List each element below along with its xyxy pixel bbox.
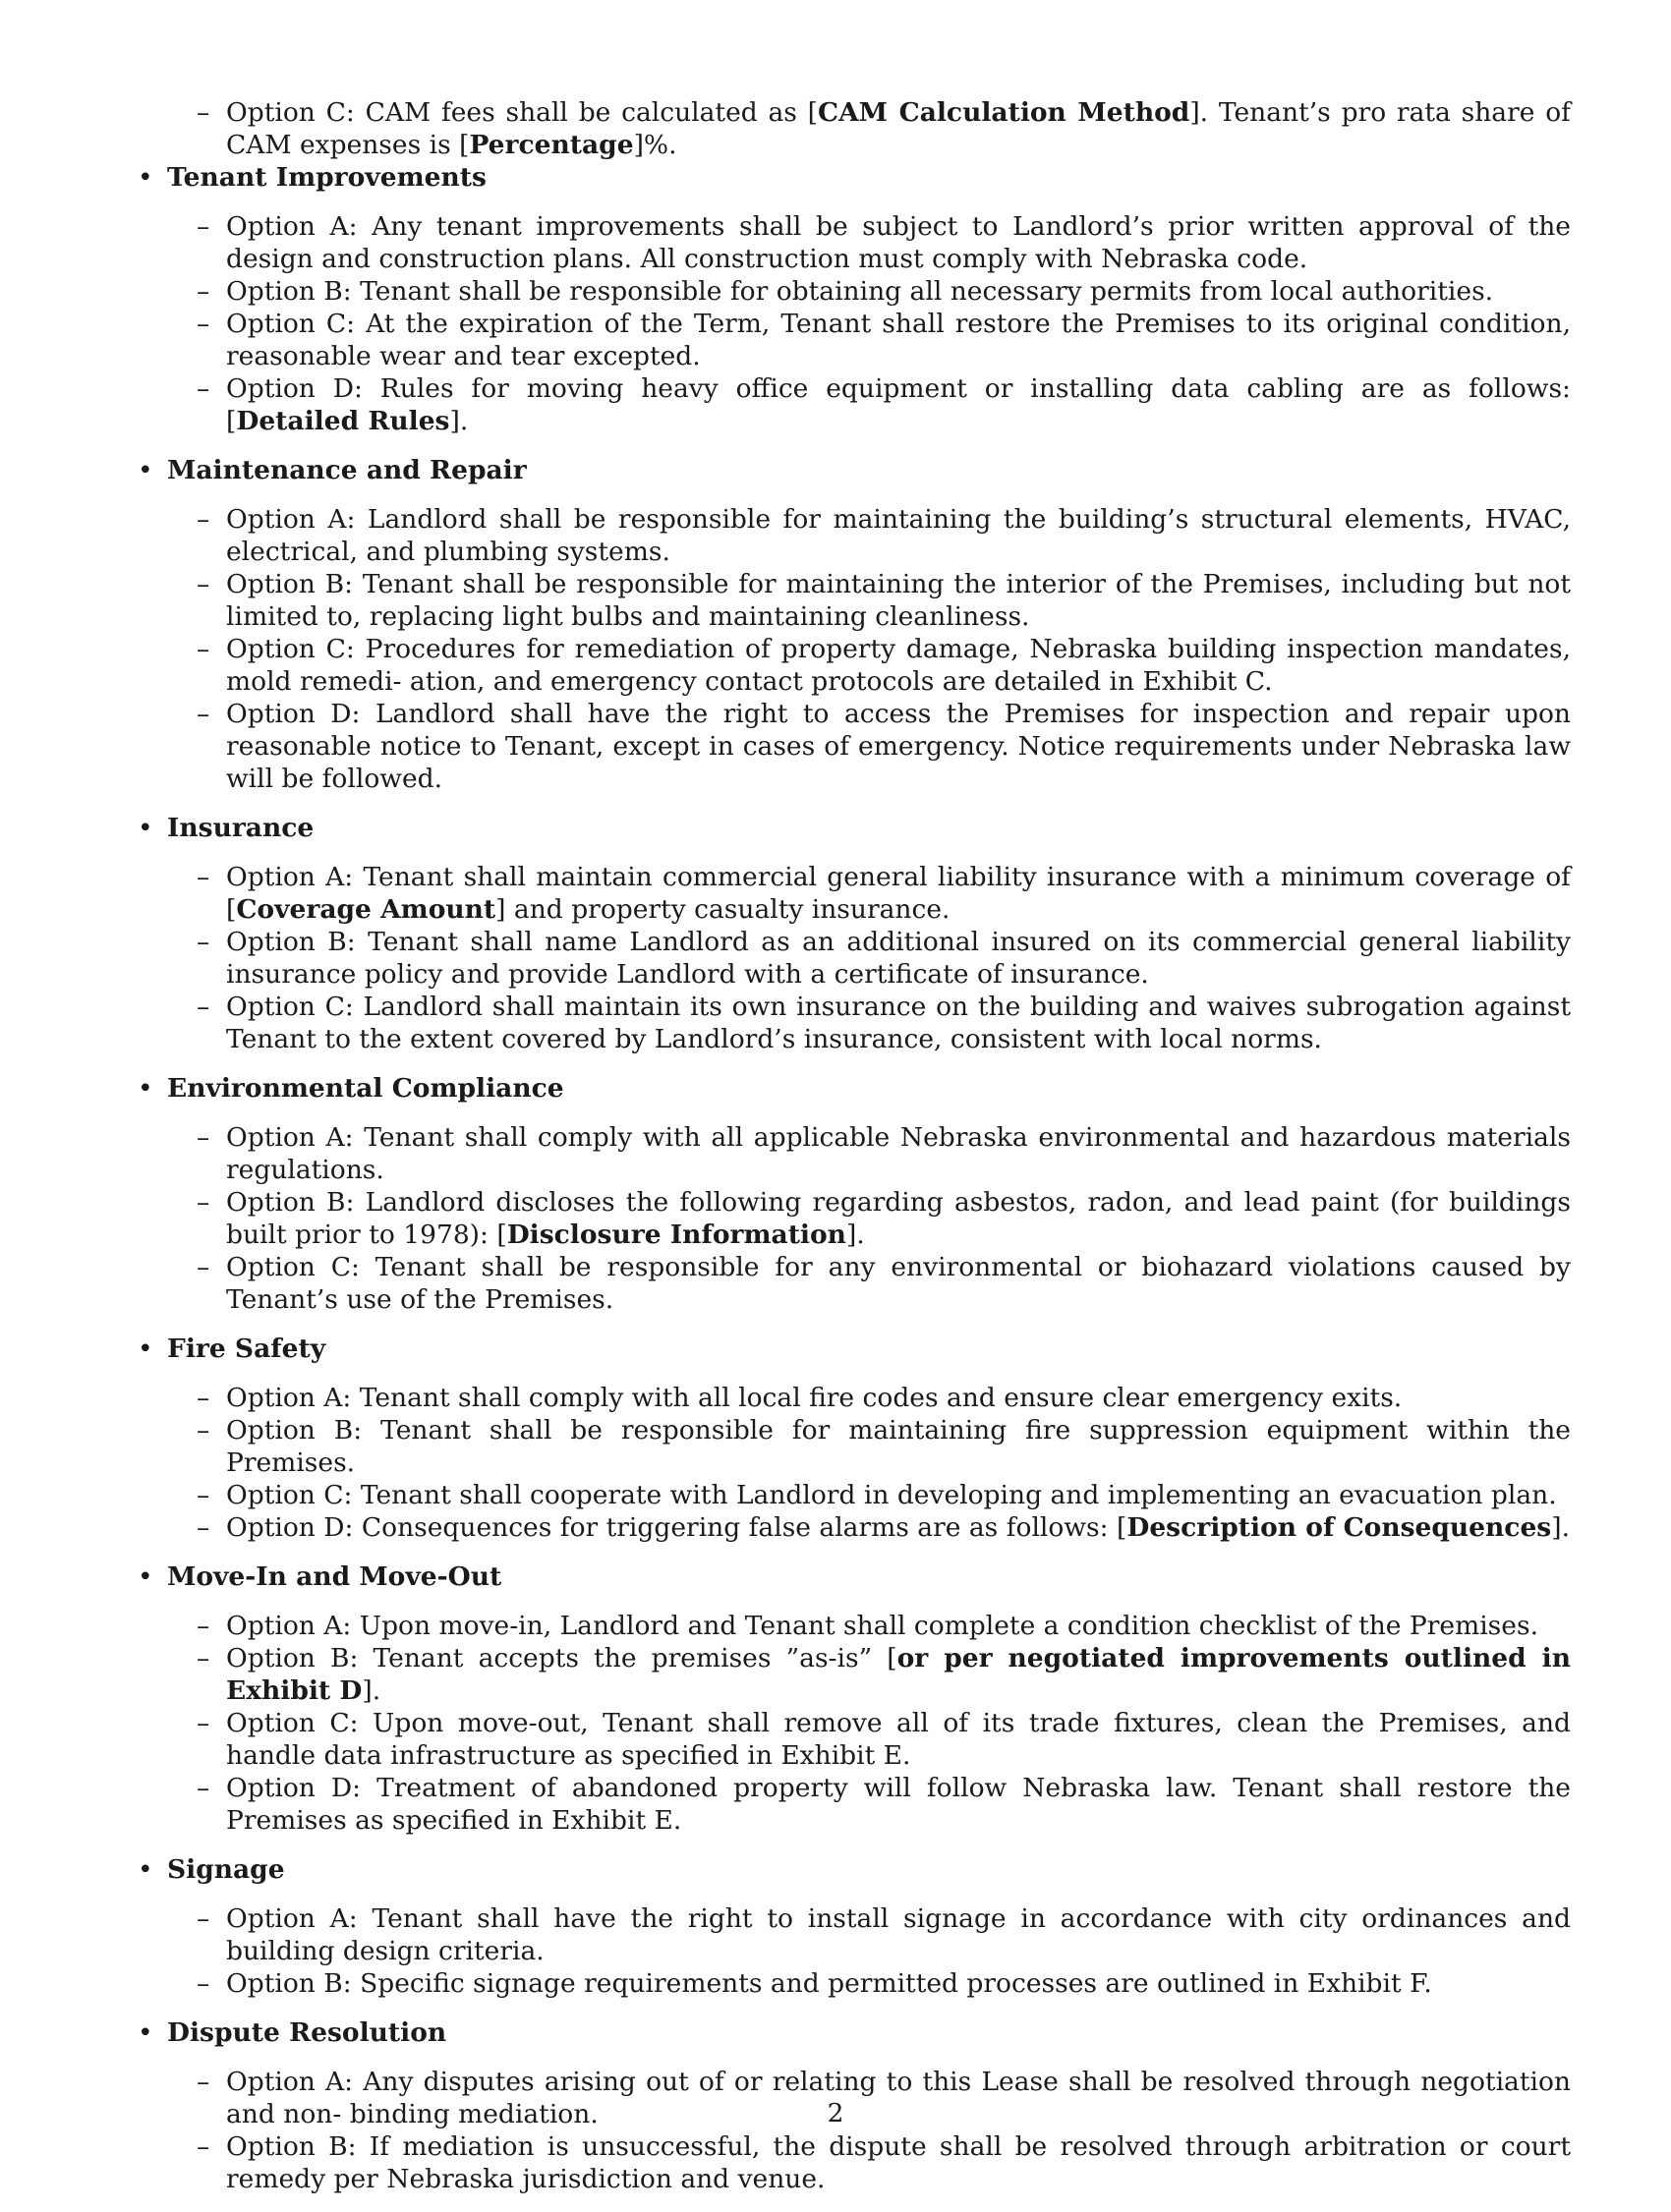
option-a: – Option A: Tenant shall maintain commercial general liability insurance with a minimum coverage of [Coverage Amount] and property casualty insurance.: [134, 861, 1571, 926]
option-c: – Option C: Tenant shall be responsible for any environmental or biohazard violations caused by Tenant’s use of the Premises.: [134, 1251, 1571, 1316]
disclosure-information-placeholder: Disclosure Information: [506, 1219, 846, 1250]
section-environmental-compliance: [134, 1072, 1571, 1316]
section-title: • Maintenance and Repair: [134, 454, 1571, 486]
option-a: – Option A: Tenant shall have the right to install signage in accordance with city ordinances and building design criteria.: [134, 1902, 1571, 1967]
section-title: • Tenant Improvements: [134, 161, 1571, 194]
section-title: • Fire Safety: [134, 1333, 1571, 1365]
option-b: – Option B: Tenant shall be responsible for maintaining fire suppression equipment within the Premises.: [134, 1414, 1571, 1479]
option-d: – Option D: Treatment of abandoned property will follow Nebraska law. Tenant shall restore the Premises as specified in Exhibit E.: [134, 1772, 1571, 1837]
page-number: 2: [827, 2098, 844, 2128]
option-d: – Option D: Consequences for triggering false alarms are as follows: [Description of Consequences].: [134, 1511, 1571, 1544]
option-a: – Option A: Any tenant improvements shall be subject to Landlord’s prior written approval of the design and construction plans. All construction must comply with Nebraska code.: [134, 210, 1571, 275]
section-title: • Environmental Compliance: [134, 1072, 1571, 1105]
section-move-in-move-out: [134, 1560, 1571, 1837]
section-title: • Signage: [134, 1853, 1571, 1886]
option-b: – Option B: Specific signage requirements and permitted processes are outlined in Exhibit F.: [134, 1967, 1571, 2000]
cam-option-c: – Option C: CAM fees shall be calculated as [CAM Calculation Method]. Tenant’s pro rata share of CAM expenses is [Percentage]%.: [134, 96, 1571, 161]
detailed-rules-placeholder: Detailed Rules: [236, 406, 450, 436]
option-a: – Option A: Any disputes arising out of or relating to this Lease shall be resolved through negotiation and non- binding mediation.: [134, 2066, 1571, 2130]
option-c: – Option C: At the expiration of the Term, Tenant shall restore the Premises to its original condition, reasonable wear and tear excepted.: [134, 308, 1571, 372]
option-b: – Option B: Tenant accepts the premises ”as-is” [or per negotiated improvements outlined in Exhibit D].: [134, 1642, 1571, 1707]
section-fire-safety: [134, 1333, 1571, 1544]
percentage-placeholder: Percentage: [469, 130, 634, 160]
section-insurance: [134, 812, 1571, 1055]
section-signage: [134, 1853, 1571, 2000]
option-a: – Option A: Landlord shall be responsible for maintaining the building’s structural elements, HVAC, electrical, and plumbing systems.: [134, 503, 1571, 568]
option-a: – Option A: Tenant shall comply with all local fire codes and ensure clear emergency exits.: [134, 1382, 1571, 1414]
option-a: – Option A: Tenant shall comply with all applicable Nebraska environmental and hazardous materials regulations.: [134, 1121, 1571, 1186]
option-d: – Option D: Landlord shall have the right to access the Premises for inspection and repair upon reasonable notice to Tenant, except in cases of emergency. Notice requirements under Nebraska law will be followed.: [134, 698, 1571, 795]
option-c: – Option C: Upon move-out, Tenant shall remove all of its trade fixtures, clean the Premises, and handle data infrastructure as specified in Exhibit E.: [134, 1707, 1571, 1772]
option-c: – Option C: Procedures for remediation of property damage, Nebraska building inspection mandates, mold remedi- ation, and emergency contact protocols are detailed in Exhibit C.: [134, 633, 1571, 698]
consequences-placeholder: Description of Consequences: [1126, 1512, 1552, 1543]
section-title: • Move-In and Move-Out: [134, 1560, 1571, 1593]
coverage-amount-placeholder: Coverage Amount: [236, 894, 496, 925]
section-tenant-improvements: [134, 161, 1571, 437]
option-a: – Option A: Upon move-in, Landlord and Tenant shall complete a condition checklist of the Premises.: [134, 1610, 1571, 1642]
option-c: – Option C: Landlord shall maintain its own insurance on the building and waives subrogation against Tenant to the extent covered by Landlord’s insurance, consistent with local norms.: [134, 991, 1571, 1055]
option-c: – Option C: Tenant shall cooperate with Landlord in developing and implementing an evacuation plan.: [134, 1479, 1571, 1511]
document-body: [134, 96, 1571, 2212]
section-title: • Insurance: [134, 812, 1571, 844]
cam-calculation-placeholder: CAM Calculation Method: [818, 97, 1190, 128]
option-d: – Option D: Rules for moving heavy office equipment or installing data cabling are as follows: [Detailed Rules].: [134, 372, 1571, 437]
option-b: – Option B: Tenant shall name Landlord as an additional insured on its commercial general liability insurance policy and provide Landlord with a certificate of insurance.: [134, 926, 1571, 991]
option-b: – Option B: Tenant shall be responsible for maintaining the interior of the Premises, including but not limited to, replacing light bulbs and maintaining cleanliness.: [134, 568, 1571, 633]
cam-options-continued: [134, 96, 1571, 161]
option-b: – Option B: Tenant shall be responsible for obtaining all necessary permits from local authorities.: [134, 275, 1571, 308]
option-b: – Option B: If mediation is unsuccessful, the dispute shall be resolved through arbitration or court remedy per Nebraska jurisdiction and venue.: [134, 2130, 1571, 2195]
negotiated-improvements-placeholder: or per negotiated improvements outlined in Exhibit D: [226, 1643, 1571, 1706]
section-maintenance-repair: [134, 454, 1571, 795]
option-b: – Option B: Landlord discloses the following regarding asbestos, radon, and lead paint (for buildings built prior to 1978): [Disclosure Information].: [134, 1186, 1571, 1251]
section-title: • Dispute Resolution: [134, 2016, 1571, 2049]
